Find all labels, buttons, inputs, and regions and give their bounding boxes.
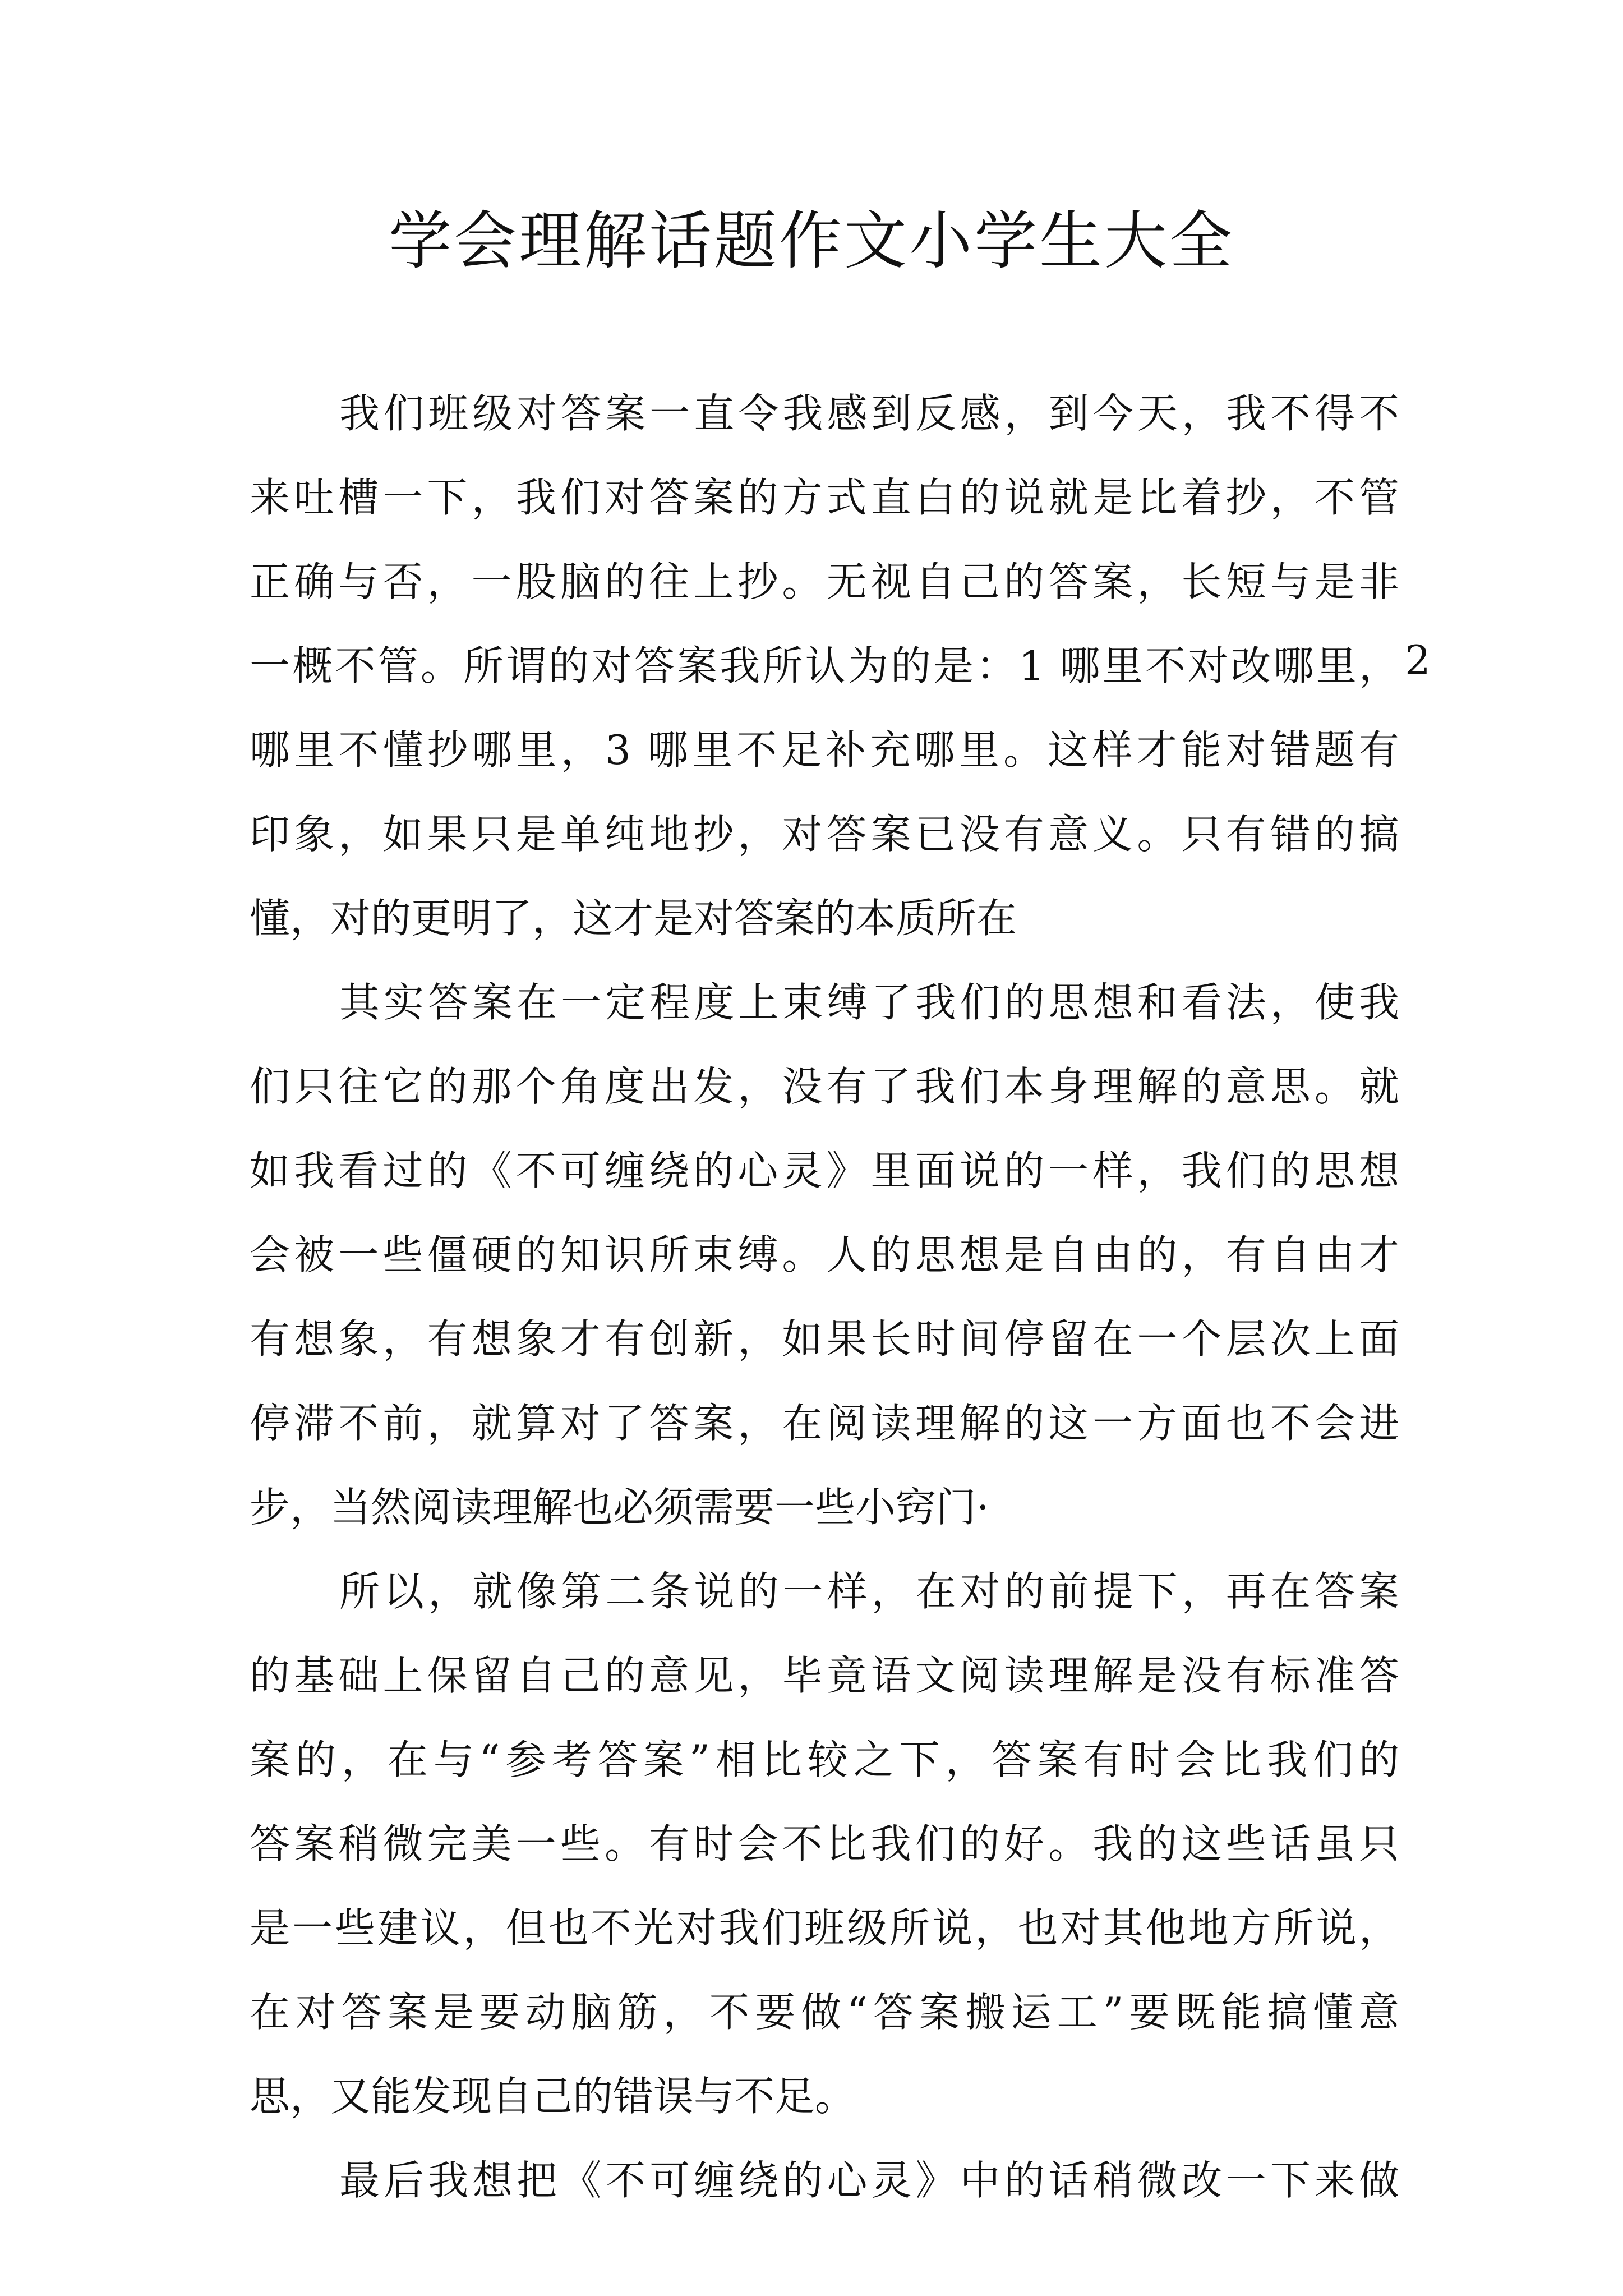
paragraph-4 xyxy=(250,2138,1399,2223)
text-line: 来吐槽一下，我们对答案的方式直白的说就是比着抄，不管 xyxy=(250,474,1399,521)
text-line: 是一些建议，但也不光对我们班级所说，也对其他地方所说， xyxy=(250,1904,1399,1952)
document-body xyxy=(250,371,1431,2223)
text-line: 步，当然阅读理解也必须需要一些小窍门· xyxy=(250,1484,989,1531)
text-line: 答案稍微完美一些。有时会不比我们的好。我的这些话虽只 xyxy=(250,1820,1399,1867)
text-line: 其实答案在一定程度上束缚了我们的思想和看法，使我 xyxy=(339,979,1399,1026)
text-line: 有想象，有想象才有创新，如果长时间停留在一个层次上面 xyxy=(250,1315,1399,1363)
text-line: 案的，在与“参考答案”相比较之下，答案有时会比我们的 xyxy=(250,1736,1399,1783)
text-line-content: 一概不管。所谓的对答案我所认为的是：1 哪里不对改哪里， xyxy=(250,642,1399,689)
text-line: 正确与否，一股脑的往上抄。无视自己的答案，长短与是非 xyxy=(250,558,1399,605)
text-line: 我们班级对答案一直令我感到反感，到今天，我不得不 xyxy=(339,390,1399,437)
text-line: 的基础上保留自己的意见，毕竟语文阅读理解是没有标准答 xyxy=(250,1652,1399,1699)
text-line: 们只往它的那个角度出发，没有了我们本身理解的意思。就 xyxy=(250,1063,1399,1110)
text-line: 所以，就像第二条说的一样，在对的前提下，再在答案 xyxy=(339,1568,1399,1615)
text-line: 印象，如果只是单纯地抄，对答案已没有意义。只有错的搞 xyxy=(250,811,1399,858)
text-line: 哪里不懂抄哪里，3 哪里不足补充哪里。这样才能对错题有 xyxy=(250,726,1399,774)
paragraph-1: 我们班级对答案一直令我感到反感，到今天，我不得不 来吐槽一下，我们对答案的方式直白的说就是比着抄，不管 正确与否，一股脑的往上抄。无视自己的答案，长短与是非 一概不管。所谓的对答案我所认为的是：1 哪里不对改哪里， 2 哪里不懂抄哪里，3 哪里不足补充哪里。这样才能对错题有 印象，如果只是单纯地抄，对答案已没有意义。只有错的搞 懂，对的更明了，这才是对答案的本质所在 xyxy=(250,371,1399,960)
text-line: 懂，对的更明了，这才是对答案的本质所在 xyxy=(250,895,1017,942)
text-line: 停滞不前，就算对了答案，在阅读理解的这一方面也不会进 xyxy=(250,1400,1399,1447)
paragraph-3 xyxy=(250,1549,1399,2138)
paragraph-2 xyxy=(250,960,1399,1549)
text-line: 最后我想把《不可缠绕的心灵》中的话稍微改一下来做 xyxy=(339,2157,1399,2204)
text-line: 如我看过的《不可缠绕的心灵》里面说的一样，我们的思想 xyxy=(250,1147,1399,1194)
document-title: 学会理解话题作文小学生大全 xyxy=(389,205,1234,278)
text-line: 会被一些僵硬的知识所束缚。人的思想是自由的，有自由才 xyxy=(250,1231,1399,1278)
text-line: 思，又能发现自己的错误与不足。 xyxy=(250,2073,856,2120)
text-line xyxy=(250,624,1399,708)
text-line: 在对答案是要动脑筋，不要做“答案搬运工”要既能搞懂意 xyxy=(250,1989,1399,2036)
